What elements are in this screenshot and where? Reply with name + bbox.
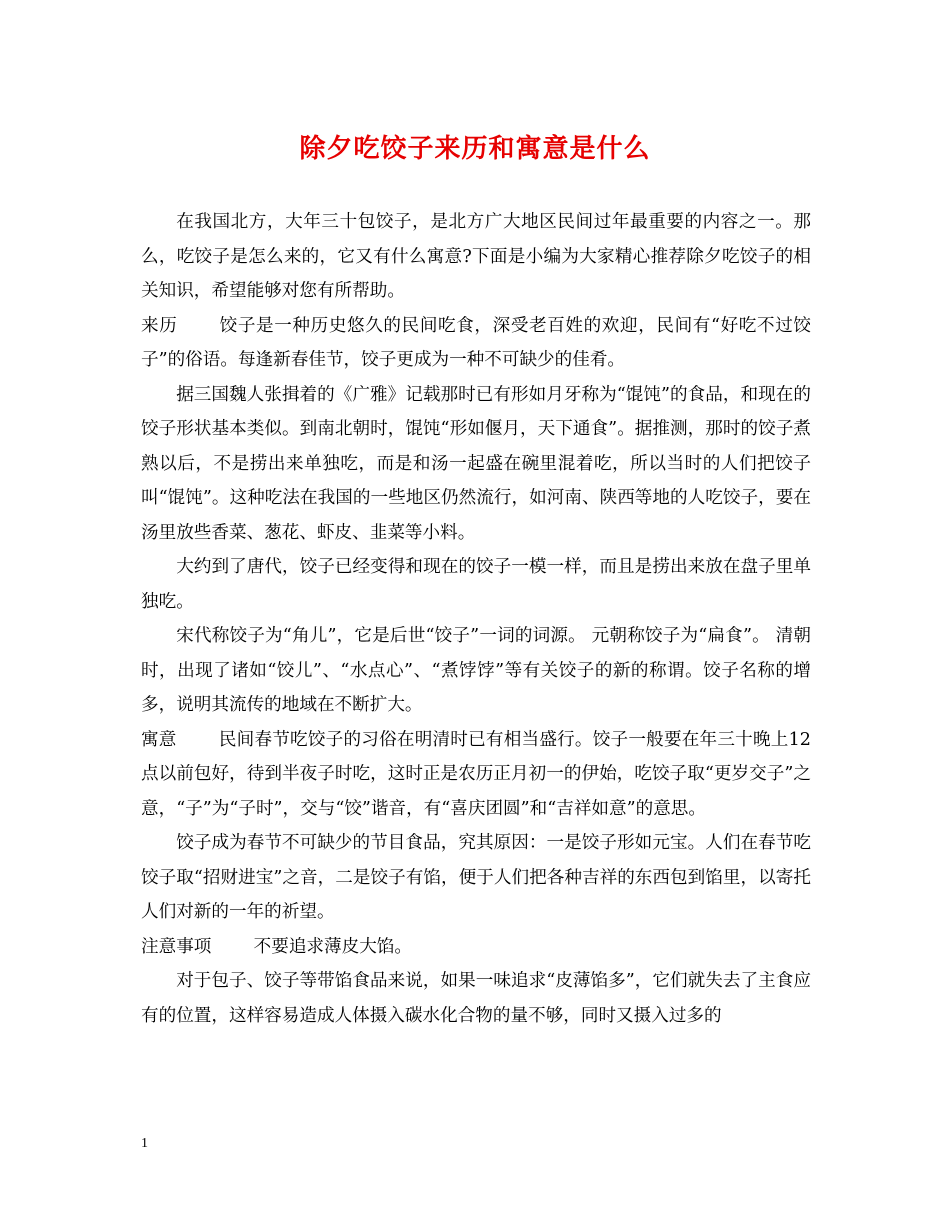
section-label-note: 注意事项 <box>141 936 212 957</box>
paragraph-meaning <box>141 723 811 827</box>
paragraph-guangya: 据三国魏人张揖着的《广雅》记载那时已有形如月牙称为“馄饨”的食品，和现在的饺子形状基本类似。到南北朝时，馄饨“形如偃月，天下通食”。据推测，那时的饺子煮熟以后，不是捞出来单独吃，而是和汤一起盛在碗里混着吃，所以当时的人们把饺子叫“馄饨”。这种吃法在我国的一些地区仍然流行，如河南、陕西等地的人吃饺子，要在汤里放些香菜、葱花、虾皮、韭菜等小料。 <box>141 384 811 543</box>
paragraph-intro: 在我国北方，大年三十包饺子，是北方广大地区民间过年最重要的内容之一。那么，吃饺子是怎么来的，它又有什么寓意?下面是小编为大家精心推荐除夕吃饺子的相关知识，希望能够对您有所帮助。 <box>141 212 811 301</box>
page-number: 1 <box>141 1136 148 1151</box>
document-body <box>141 205 811 1033</box>
section-label-meaning: 寓意 <box>141 729 177 750</box>
section-label-origin: 来历 <box>141 315 178 336</box>
paragraph-origin <box>141 309 811 378</box>
origin-text: 饺子是一种历史悠久的民间吃食，深受老百姓的欢迎，民间有“好吃不过饺子”的俗语。每逢新春佳节，饺子更成为一种不可缺少的佳肴。 <box>141 315 811 370</box>
document-title: 除夕吃饺子来历和寓意是什么 <box>299 134 651 164</box>
note-text: 不要追求薄皮大馅。 <box>253 936 412 957</box>
paragraph-names: 宋代称饺子为“角儿”，它是后世“饺子”一词的词源。 元朝称饺子为“扁食”。 清朝时，出现了诸如“饺儿”、“水点心”、“煮饽饽”等有关饺子的新的称谓。饺子名称的增多，说明其流传的地域在不断扩大。 <box>141 626 811 715</box>
paragraph-filling: 对于包子、饺子等带馅食品来说，如果一味追求“皮薄馅多”，它们就失去了主食应有的位置，这样容易造成人体摄入碳水化合物的量不够，同时又摄入过多的 <box>141 971 811 1026</box>
paragraph-tang: 大约到了唐代，饺子已经变得和现在的饺子一模一样，而且是捞出来放在盘子里单独吃。 <box>141 557 811 612</box>
paragraph-note <box>141 930 811 965</box>
meaning-text: 民间春节吃饺子的习俗在明清时已有相当盛行。饺子一般要在年三十晚上12点以前包好，待到半夜子时吃，这时正是农历正月初一的伊始，吃饺子取“更岁交子”之意，“子”为“子时”，交与“饺”谐音，有“喜庆团圆”和“吉祥如意”的意思。 <box>141 729 811 819</box>
paragraph-reasons: 饺子成为春节不可缺少的节目食品，究其原因：一是饺子形如元宝。人们在春节吃饺子取“招财进宝”之音，二是饺子有馅，便于人们把各种吉祥的东西包到馅里，以寄托人们对新的一年的祈望。 <box>141 833 811 922</box>
